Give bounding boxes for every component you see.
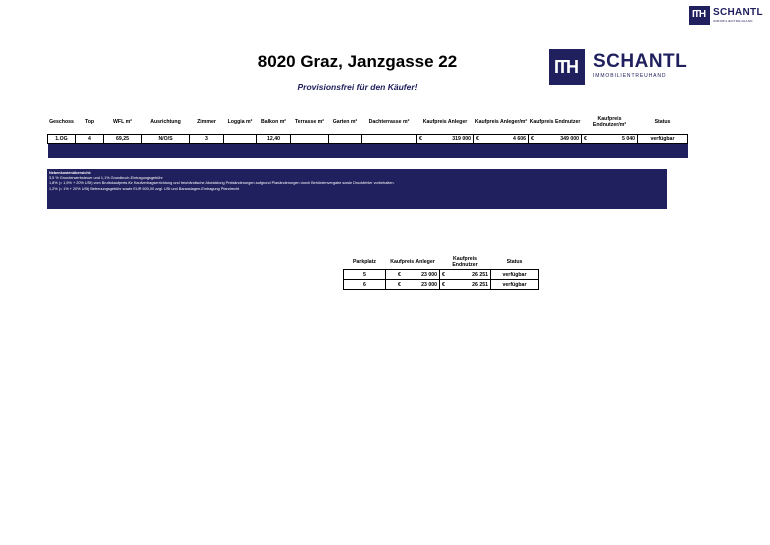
cell-dachterrasse xyxy=(362,135,417,144)
value: 23 000 xyxy=(421,281,437,288)
footer-bar-cell xyxy=(48,144,688,159)
value: 4 606 xyxy=(513,136,526,142)
cell-anleger xyxy=(386,280,440,290)
currency-symbol: € xyxy=(442,271,445,278)
small-logo xyxy=(689,6,763,25)
cell-parkplatz: 5 xyxy=(344,270,386,280)
header-kaufpreis-anleger: Kaufpreis Anleger xyxy=(422,119,468,125)
currency-symbol: € xyxy=(442,281,445,288)
cell-kaufpreis-anleger-m2 xyxy=(474,135,529,144)
currency-symbol: € xyxy=(419,136,422,142)
header-zimmer: Zimmer xyxy=(197,119,216,125)
header-kaufpreis-anleger: Kaufpreis Anleger xyxy=(390,258,435,265)
header-balkon: Balkon m² xyxy=(260,119,287,125)
page-subtitle: Provisionsfrei für den Käufer! xyxy=(297,82,418,92)
currency-symbol: € xyxy=(531,136,534,142)
value: 26 251 xyxy=(472,281,488,288)
header-garten: Garten m² xyxy=(332,119,358,125)
currency-symbol: € xyxy=(398,271,401,278)
cell-ausrichtung: N/O/S xyxy=(142,135,190,144)
cost-notes-box xyxy=(47,169,667,209)
header-ausrichtung: Ausrichtung xyxy=(150,119,181,125)
cell-kaufpreis-endnutzer xyxy=(529,135,582,144)
header-top: Top xyxy=(84,119,95,125)
cell-endnutzer xyxy=(440,270,491,280)
cell-anleger xyxy=(386,270,440,280)
cell-loggia xyxy=(224,135,257,144)
notes-heading: Nebenkostenübersicht: xyxy=(49,171,92,175)
value: 26 251 xyxy=(472,271,488,278)
header-status: Status xyxy=(506,258,523,265)
header-dachterrasse: Dachterrasse m² xyxy=(368,119,410,125)
table-row[interactable] xyxy=(48,135,688,144)
header-geschoss: Geschoss xyxy=(49,119,74,125)
parking-table xyxy=(343,254,539,290)
value: 23 000 xyxy=(421,271,437,278)
header-kaufpreis-anleger-m2: Kaufpreis Anleger/m² xyxy=(474,119,528,125)
cell-status: verfügbar xyxy=(491,270,539,280)
page-title: 8020 Graz, Janzgasse 22 xyxy=(257,52,458,71)
value: 319 000 xyxy=(452,136,471,142)
header-kaufpreis-endnutzer: Kaufpreis Endnutzer xyxy=(529,119,581,125)
table-footer-bar xyxy=(48,144,688,159)
notes-line: 1,8% (= 1,5% + 20% USt) vom Bruttokaufpreis für Kaufvertragserrichtung und treuhändische Abwicklung Preisänderungen aufgrund Planänderungen durch Behördenvergabe sowie Druckfehler vorbehalten. xyxy=(49,181,395,186)
table-row[interactable] xyxy=(344,280,539,290)
header-parkplatz: Parkplatz xyxy=(352,258,377,265)
cell-garten xyxy=(329,135,362,144)
cell-endnutzer xyxy=(440,280,491,290)
brand-tagline: IMMOBILIENTREUHAND xyxy=(713,19,753,23)
notes-line: 1,2% (= 1% + 20% USt) Betreuungsgebühr sowie EUR 600,00 zzgl. USt und Barauslagen-Eintragung Pfandrecht xyxy=(49,186,240,191)
header-kaufpreis-endnutzer: Kaufpreis Endnutzer xyxy=(452,255,478,268)
cell-wfl: 69,25 xyxy=(104,135,142,144)
logo-mark-text: ITH xyxy=(692,9,706,20)
brand-name: SCHANTL xyxy=(713,7,763,18)
notes-line: 3,5 % Grunderwerbsteuer und 1,1% Grundbuch-Eintragungsgebühr xyxy=(49,176,163,181)
logo-mark-icon xyxy=(689,6,710,25)
brand-tagline: IMMOBILIENTREUHAND xyxy=(593,73,667,79)
header-kaufpreis-endnutzer-m2: Kaufpreis Endnutzer/m² xyxy=(592,116,627,128)
currency-symbol: € xyxy=(398,281,401,288)
currency-symbol: € xyxy=(584,136,587,142)
cell-kaufpreis-anleger xyxy=(417,135,474,144)
currency-symbol: € xyxy=(476,136,479,142)
table-header-row xyxy=(344,254,539,270)
cell-geschoss: 1.OG xyxy=(48,135,76,144)
cell-kaufpreis-endnutzer-m2 xyxy=(582,135,638,144)
cell-status: verfügbar xyxy=(491,280,539,290)
header-status: Status xyxy=(654,119,671,125)
cell-parkplatz: 6 xyxy=(344,280,386,290)
cell-top: 4 xyxy=(76,135,104,144)
table-header-row xyxy=(48,110,688,135)
cell-terrasse xyxy=(291,135,329,144)
brand-name: SCHANTL xyxy=(593,51,688,72)
header-loggia: Loggia m² xyxy=(227,119,253,125)
header-terrasse: Terrasse m² xyxy=(294,119,325,125)
header-wfl: WFL m² xyxy=(113,119,132,125)
table-row[interactable] xyxy=(344,270,539,280)
apartment-table xyxy=(47,110,688,158)
cell-balkon: 12,40 xyxy=(257,135,291,144)
value: 349 000 xyxy=(560,136,579,142)
logo-mark-text: ITH xyxy=(554,57,577,77)
cell-zimmer: 3 xyxy=(190,135,224,144)
value: 5 040 xyxy=(622,136,635,142)
cell-status: verfügbar xyxy=(638,135,688,144)
